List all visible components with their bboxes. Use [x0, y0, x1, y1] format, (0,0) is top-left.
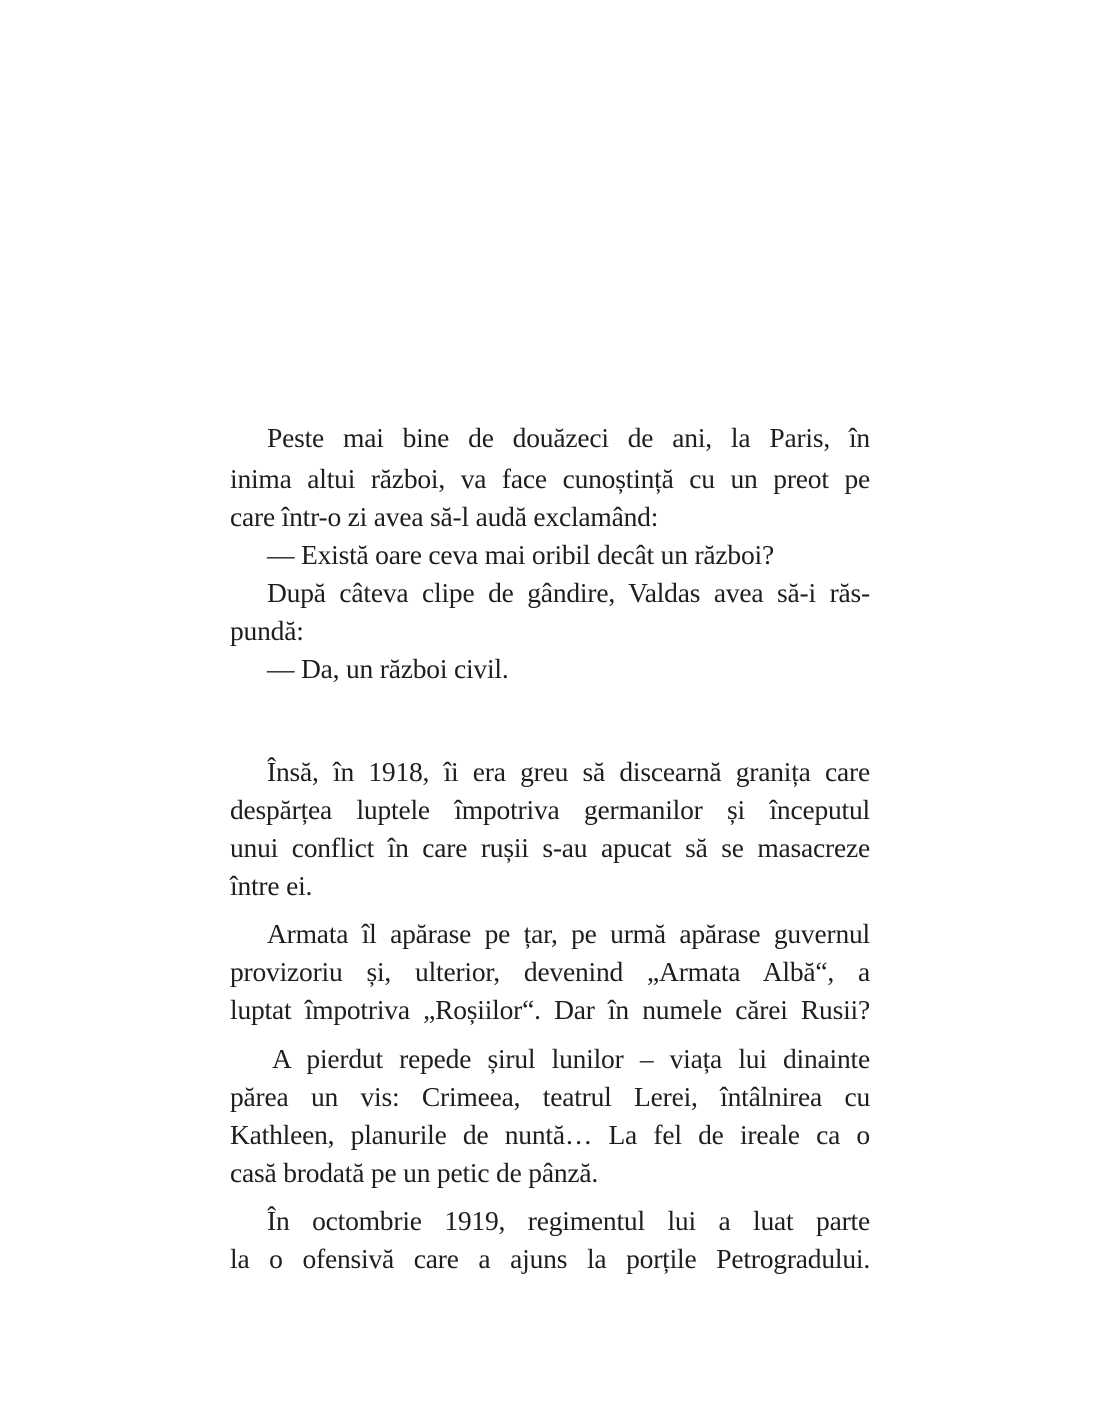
text-line: la o ofensivă care a ajuns la porțile Petrogradului. — [230, 1243, 870, 1274]
text-line: luptat împotriva „Roșiilor“. Dar în numele cărei Rusii? — [230, 994, 870, 1025]
text-line: casă brodată pe un petic de pânză. — [230, 1157, 599, 1188]
text-line: pundă: — [230, 615, 304, 646]
text-line: Peste mai bine de douăzeci de ani, la Paris, în — [267, 422, 870, 453]
text-line: Armata îl apărase pe țar, pe urmă apărase guvernul — [267, 918, 870, 949]
text-line: În octombrie 1919, regimentul lui a luat parte — [267, 1205, 870, 1236]
text-line: După câteva clipe de gândire, Valdas avea să-i răs- — [267, 577, 870, 608]
text-line: despărțea luptele împotriva germanilor și începutul — [230, 794, 870, 825]
text-line: — Există oare ceva mai oribil decât un război? — [267, 539, 774, 570]
text-line: unui conflict în care rușii s-au apucat să se masacreze — [230, 832, 870, 863]
text-line: părea un vis: Crimeea, teatrul Lerei, întâlnirea cu — [230, 1081, 870, 1112]
text-line: între ei. — [230, 870, 313, 901]
text-line: Însă, în 1918, îi era greu să discearnă granița care — [267, 756, 870, 787]
text-line: inima altui război, va face cunoștință cu un preot pe — [230, 463, 870, 494]
text-line: — Da, un război civil. — [267, 653, 509, 684]
text-line: Kathleen, planurile de nuntă… La fel de ireale ca o — [230, 1119, 870, 1150]
text-line: A pierdut repede șirul lunilor – viața lui dinainte — [272, 1043, 870, 1074]
text-line: care într-o zi avea să-l audă exclamând: — [230, 501, 659, 532]
text-line: provizoriu și, ulterior, devenind „Armata Albă“, a — [230, 956, 870, 987]
